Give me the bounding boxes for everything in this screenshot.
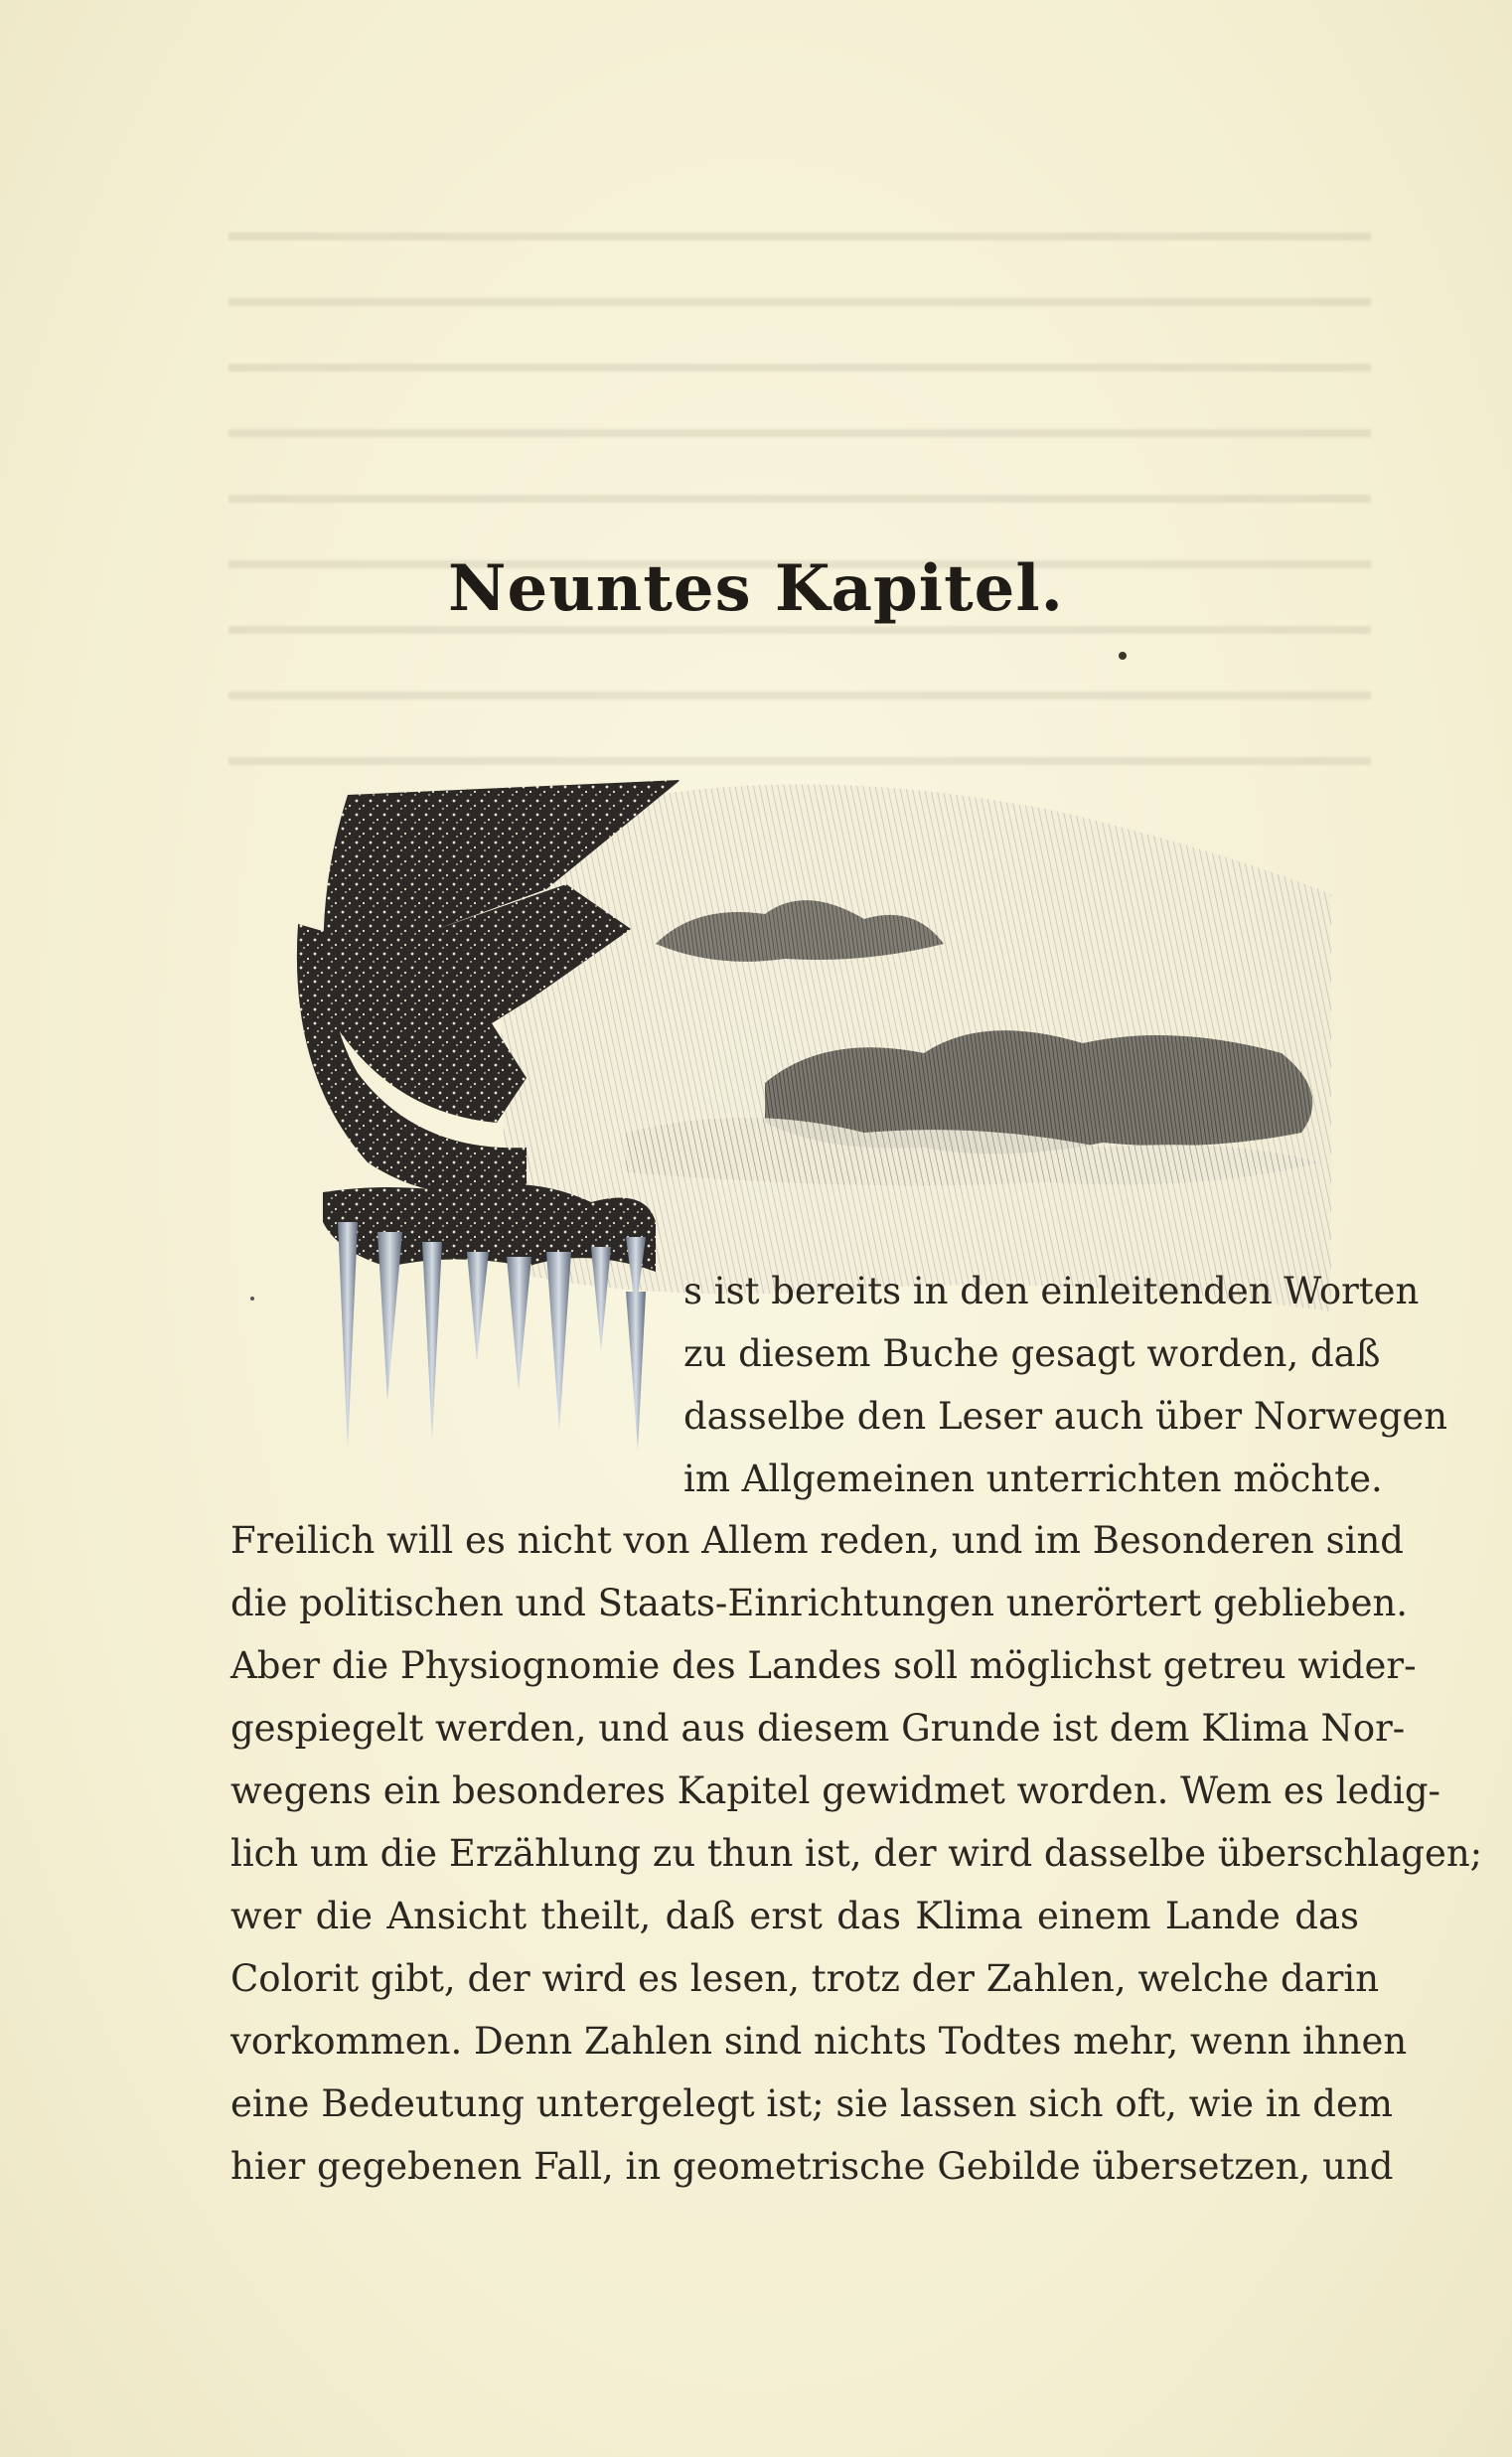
chapter-title: Neuntes Kapitel. [448, 551, 1064, 626]
text-line: wegens ein besonderes Kapitel gewidmet worden. Wem es ledig- [230, 1769, 1441, 1812]
text-line: gespiegelt werden, und aus diesem Grunde ist dem Klima Nor- [230, 1707, 1406, 1750]
text-line: s ist bereits in den einleitenden Worten [683, 1270, 1420, 1312]
text-line: dasselbe den Leser auch über Norwegen [683, 1395, 1448, 1438]
text-line: Aber die Physiognomie des Landes soll möglichst getreu wider- [230, 1644, 1417, 1687]
ornament-dot [1119, 652, 1127, 660]
text-line: vorkommen. Denn Zahlen sind nichts Todtes mehr, wenn ihnen [230, 2020, 1408, 2063]
show-through-text [228, 189, 1371, 785]
body-paragraph [230, 1509, 1483, 2198]
text-line: wer die Ansicht theilt, daß erst das Klima einem Lande das [230, 1895, 1359, 1937]
text-line: zu diesem Buche gesagt worden, daß [683, 1332, 1381, 1375]
text-line: im Allgemeinen unterrichten möchte. [683, 1458, 1383, 1500]
intro-paragraph [683, 1260, 1448, 1510]
text-line: die politischen und Staats-Einrichtungen unerörtert geblieben. [230, 1582, 1409, 1624]
text-line: lich um die Erzählung zu thun ist, der wird dasselbe überschlagen; [230, 1832, 1483, 1875]
text-line: eine Bedeutung untergelegt ist; sie lassen sich oft, wie in dem [230, 2082, 1393, 2125]
text-line: Freilich will es nicht von Allem reden, und im Besonderen sind [230, 1519, 1404, 1562]
text-line: Colorit gibt, der wird es lesen, trotz der Zahlen, welche darin [230, 1957, 1380, 2000]
text-line: hier gegebenen Fall, in geometrische Gebilde übersetzen, und [230, 2145, 1394, 2188]
margin-mark [250, 1297, 254, 1301]
